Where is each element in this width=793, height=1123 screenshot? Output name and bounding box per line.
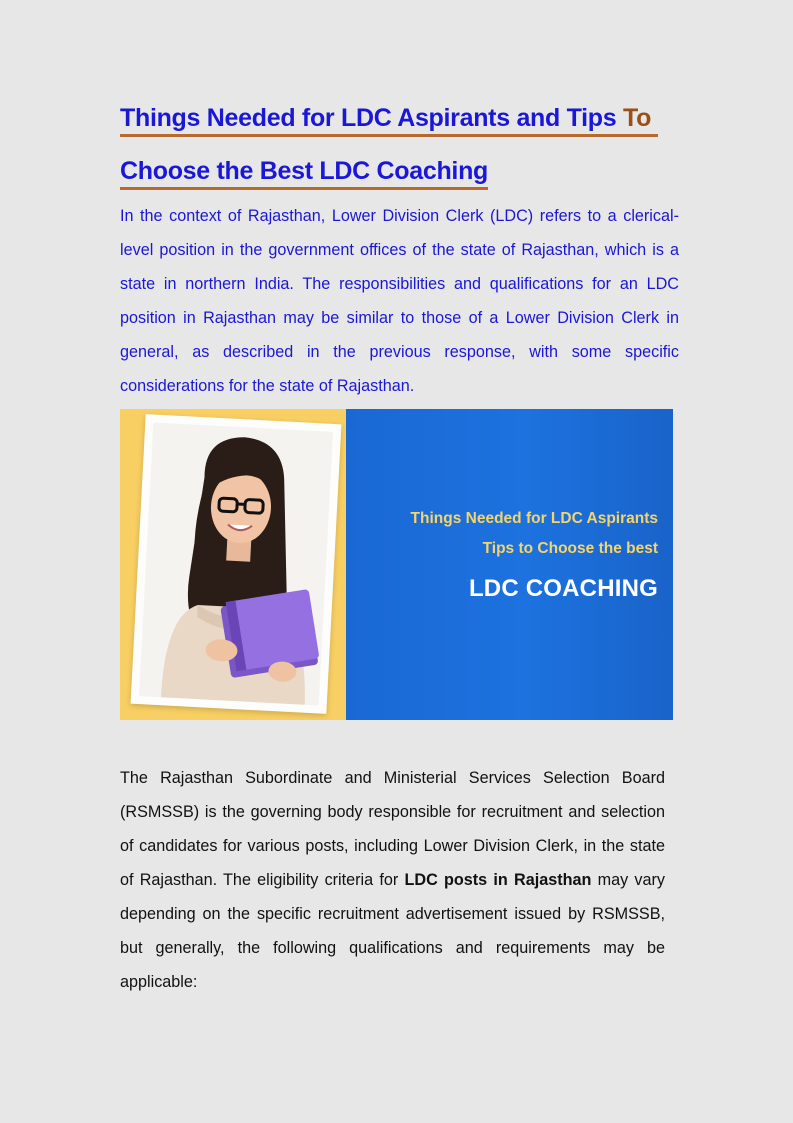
body-text-1: The Rajasthan Subordinate and Ministerial Services Selection Board (RSMSSB) is the governing body responsible for recruitment and selection of candidates for various posts, including Lower Division Clerk, in the state of Rajasthan. The eligibility criteria for — [120, 769, 665, 889]
banner-blue-panel — [346, 409, 673, 720]
title-line-1 — [120, 104, 658, 137]
title-main: Things Needed for LDC Aspirants and Tips — [120, 104, 617, 132]
banner-headline-3: LDC COACHING — [468, 575, 658, 602]
body-bold-phrase: LDC posts in Rajasthan — [404, 871, 592, 889]
banner-image — [120, 409, 673, 720]
banner-headline-1: Things Needed for LDC Aspirants — [410, 510, 658, 527]
banner-yellow-panel — [120, 409, 346, 720]
banner-headline-2: Tips to Choose the best — [482, 540, 658, 557]
intro-paragraph: In the context of Rajasthan, Lower Division Clerk (LDC) refers to a clerical-level position in the government offices of the state of Rajasthan, which is a state in northern India. The responsibilities and qualifications for an LDC position in Rajasthan may be similar to those of a Lower Division Clerk in general, as described in the previous response, with some specific considerations for the state of Rajasthan. — [120, 207, 679, 395]
body-paragraph — [120, 761, 665, 999]
body-text-2: may vary depending on the specific recruitment advertisement issued by RSMSSB, but generally, the following qualifications and requirements may be applicable: — [120, 871, 665, 991]
student-photo — [131, 414, 342, 714]
title-to: To — [623, 104, 652, 132]
page-title — [120, 92, 700, 198]
title-line-2: Choose the Best LDC Coaching — [120, 157, 488, 190]
student-illustration-icon — [131, 414, 342, 714]
